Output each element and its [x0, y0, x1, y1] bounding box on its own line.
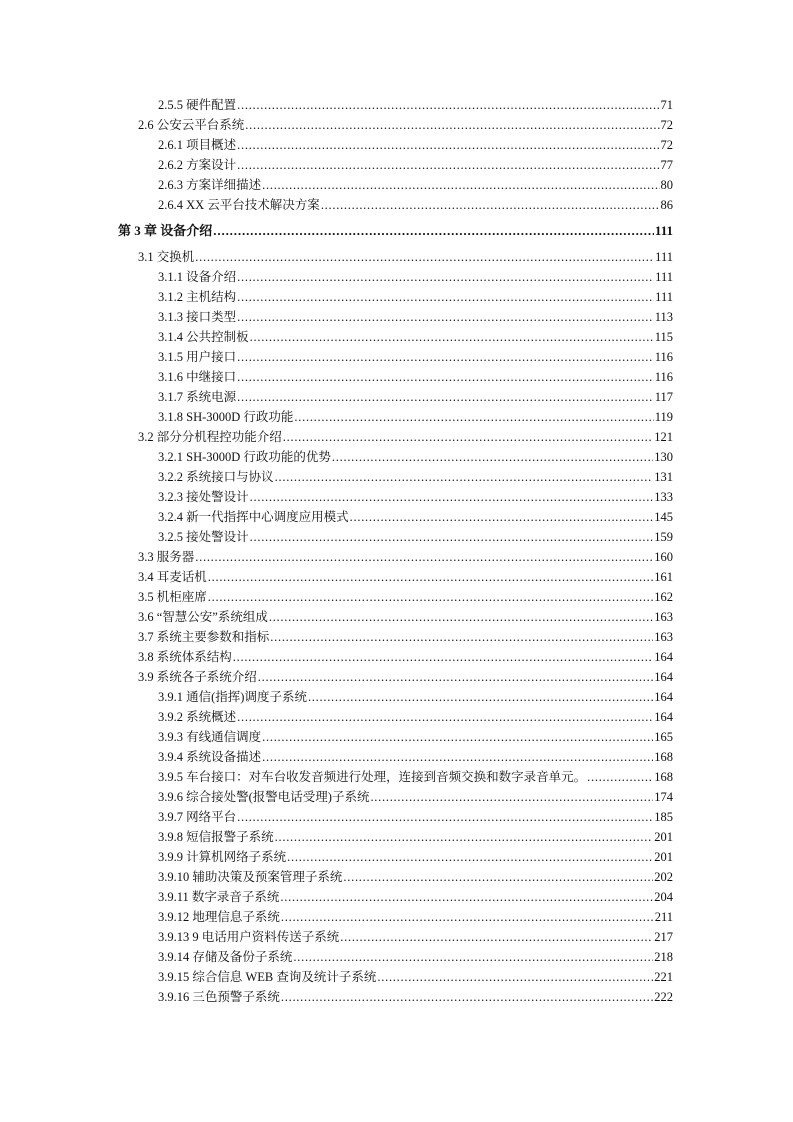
toc-entry-title: 3.1.5 用户接口 — [158, 350, 237, 364]
toc-entry-title: 3.1.7 系统电源 — [158, 390, 237, 404]
toc-entry[interactable] — [118, 175, 673, 195]
toc-entry-title: 3.1 交换机 — [138, 250, 195, 264]
toc-entry[interactable] — [118, 115, 673, 135]
toc-entry[interactable] — [118, 727, 673, 747]
toc-entry-title: 3.1.6 中继接口 — [158, 370, 237, 384]
toc-entry-title: 3.9.8 短信报警子系统 — [158, 830, 274, 844]
toc-dot-leader — [250, 327, 654, 347]
toc-entry-title: 3.5 机柜座席 — [138, 590, 207, 604]
toc-page-number: 121 — [654, 430, 673, 444]
toc-entry-title: 3.9 系统各子系统介绍 — [138, 670, 257, 684]
toc-page-number: 217 — [654, 930, 673, 944]
toc-entry-title: 3.9.6 综合接处警(报警电话受理)子系统 — [158, 790, 370, 804]
table-of-contents — [118, 95, 673, 1007]
toc-entry[interactable] — [118, 155, 673, 175]
toc-entry[interactable] — [118, 287, 673, 307]
toc-entry-title: 3.1.3 接口类型 — [158, 310, 237, 324]
toc-dot-leader — [287, 847, 653, 867]
toc-entry[interactable] — [118, 887, 673, 907]
toc-entry-title: 3.9.3 有线通信调度 — [158, 730, 262, 744]
toc-dot-leader — [343, 867, 653, 887]
toc-entry-title: 3.6 “智慧公安”系统组成 — [138, 610, 268, 624]
toc-entry[interactable] — [118, 367, 673, 387]
toc-entry[interactable] — [118, 987, 673, 1007]
toc-entry[interactable] — [118, 747, 673, 767]
toc-entry[interactable] — [118, 95, 673, 115]
toc-entry-title: 第 3 章 设备介绍 — [118, 223, 213, 238]
toc-page-number: 168 — [654, 770, 673, 784]
toc-page-number: 133 — [654, 490, 673, 504]
toc-page-number: 164 — [654, 670, 673, 684]
toc-page-number: 222 — [654, 990, 673, 1004]
toc-entry[interactable] — [118, 267, 673, 287]
toc-dot-leader — [275, 467, 654, 487]
toc-entry-title: 3.9.10 辅助决策及预案管理子系统 — [158, 870, 343, 884]
toc-page-number: 160 — [654, 550, 673, 564]
toc-entry[interactable] — [118, 427, 673, 447]
toc-entry[interactable] — [118, 587, 673, 607]
toc-entry-title: 3.9.4 系统设备描述 — [158, 750, 262, 764]
toc-entry-title: 3.2.1 SH-3000D 行政功能的优势 — [158, 450, 331, 464]
toc-entry[interactable] — [118, 947, 673, 967]
toc-entry[interactable] — [118, 907, 673, 927]
toc-entry[interactable] — [118, 567, 673, 587]
toc-dot-leader — [250, 487, 654, 507]
toc-dot-leader — [237, 367, 654, 387]
toc-dot-leader — [262, 727, 653, 747]
toc-page-number: 164 — [654, 650, 673, 664]
toc-page-number: 77 — [660, 158, 673, 172]
toc-dot-leader — [377, 967, 653, 987]
toc-entry[interactable] — [118, 827, 673, 847]
toc-dot-leader — [340, 927, 653, 947]
toc-dot-leader — [237, 707, 653, 727]
toc-entry[interactable] — [118, 347, 673, 367]
toc-page-number: 201 — [654, 850, 673, 864]
toc-dot-leader — [321, 195, 660, 215]
toc-entry-title: 3.2.4 新一代指挥中心调度应用模式 — [158, 510, 349, 524]
toc-page-number: 111 — [655, 270, 673, 284]
toc-dot-leader — [262, 747, 653, 767]
toc-entry-title: 3.2 部分分机程控功能介绍 — [138, 430, 282, 444]
toc-page-number: 163 — [654, 630, 673, 644]
toc-dot-leader — [237, 135, 659, 155]
toc-entry-title: 3.1.4 公共控制板 — [158, 330, 249, 344]
toc-entry[interactable] — [118, 247, 673, 267]
toc-entry-title: 2.6.2 方案设计 — [158, 158, 237, 172]
toc-entry[interactable] — [118, 547, 673, 567]
toc-page-number: 204 — [654, 890, 673, 904]
toc-page-number: 163 — [654, 610, 673, 624]
toc-entry-title: 2.6 公安云平台系统 — [138, 118, 245, 132]
toc-entry-title: 3.3 服务器 — [138, 550, 195, 564]
toc-page-number: 113 — [654, 310, 673, 324]
toc-page-number: 164 — [654, 710, 673, 724]
toc-page-number: 117 — [654, 390, 673, 404]
toc-page-number: 111 — [654, 223, 673, 238]
toc-entry-title: 3.9.16 三色预警子系统 — [158, 990, 280, 1004]
toc-dot-leader — [237, 95, 659, 115]
toc-entry[interactable] — [118, 787, 673, 807]
toc-dot-leader — [350, 507, 654, 527]
toc-entry-title: 3.2.2 系统接口与协议 — [158, 470, 274, 484]
toc-page-number: 174 — [654, 790, 673, 804]
toc-entry-title: 3.9.9 计算机网络子系统 — [158, 850, 287, 864]
toc-dot-leader — [237, 155, 659, 175]
toc-entry[interactable] — [118, 687, 673, 707]
toc-dot-leader — [237, 307, 654, 327]
toc-dot-leader — [250, 527, 654, 547]
toc-page-number: 72 — [660, 118, 673, 132]
toc-dot-leader — [293, 947, 653, 967]
toc-dot-leader — [308, 687, 653, 707]
toc-dot-leader — [258, 667, 653, 687]
toc-entry[interactable] — [118, 195, 673, 215]
toc-page-number: 116 — [654, 370, 673, 384]
toc-dot-leader — [233, 647, 653, 667]
toc-entry-title: 3.9.14 存储及备份子系统 — [158, 950, 293, 964]
toc-page-number: 165 — [654, 730, 673, 744]
toc-entry[interactable] — [118, 407, 673, 427]
toc-page-number: 71 — [660, 98, 673, 112]
toc-entry[interactable] — [118, 527, 673, 547]
toc-entry-title: 3.9.12 地理信息子系统 — [158, 910, 280, 924]
toc-entry[interactable] — [118, 607, 673, 627]
toc-entry-title: 2.6.3 方案详细描述 — [158, 178, 262, 192]
toc-entry-title: 3.4 耳麦话机 — [138, 570, 207, 584]
toc-dot-leader — [262, 175, 659, 195]
toc-page-number: 86 — [660, 198, 673, 212]
toc-page-number: 119 — [654, 410, 673, 424]
toc-entry-title: 3.1.2 主机结构 — [158, 290, 237, 304]
toc-entry-title: 3.9.7 网络平台 — [158, 810, 237, 824]
toc-dot-leader — [283, 427, 653, 447]
toc-page-number: 161 — [654, 570, 673, 584]
toc-entry-title: 3.1.1 设备介绍 — [158, 270, 237, 284]
toc-entry-title: 2.6.4 XX 云平台技术解决方案 — [158, 198, 320, 212]
toc-dot-leader — [195, 547, 653, 567]
toc-entry[interactable] — [118, 807, 673, 827]
toc-entry[interactable] — [118, 867, 673, 887]
toc-page-number: 111 — [655, 250, 673, 264]
toc-entry[interactable] — [118, 487, 673, 507]
toc-entry-title: 3.2.5 接处警设计 — [158, 530, 249, 544]
toc-page-number: 72 — [660, 138, 673, 152]
toc-page-number: 130 — [654, 450, 673, 464]
toc-dot-leader — [269, 607, 653, 627]
toc-dot-leader — [237, 807, 653, 827]
toc-entry[interactable] — [118, 647, 673, 667]
toc-page-number: 221 — [654, 970, 673, 984]
toc-entry[interactable] — [118, 967, 673, 987]
toc-page-number: 168 — [654, 750, 673, 764]
toc-entry[interactable] — [118, 307, 673, 327]
toc-dot-leader — [237, 287, 654, 307]
toc-page-number: 145 — [654, 510, 673, 524]
toc-entry-title: 3.9.5 车台接口：对车台收发音频进行处理，连接到音频交换和数字录音单元。 — [158, 770, 587, 784]
toc-dot-leader — [280, 887, 653, 907]
toc-page-number: 185 — [654, 810, 673, 824]
toc-dot-leader — [213, 221, 654, 241]
toc-dot-leader — [275, 827, 654, 847]
toc-page-number: 80 — [660, 178, 673, 192]
toc-dot-leader — [195, 247, 654, 267]
toc-entry-title: 2.5.5 硬件配置 — [158, 98, 237, 112]
toc-page-number: 164 — [654, 690, 673, 704]
toc-entry[interactable] — [118, 467, 673, 487]
toc-entry[interactable] — [118, 767, 673, 787]
toc-dot-leader — [237, 387, 654, 407]
toc-entry-title: 3.9.11 数字录音子系统 — [158, 890, 280, 904]
toc-dot-leader — [208, 587, 653, 607]
toc-entry-title: 3.2.3 接处警设计 — [158, 490, 249, 504]
toc-dot-leader — [332, 447, 653, 467]
toc-page-number: 202 — [654, 870, 673, 884]
toc-dot-leader — [237, 267, 654, 287]
toc-entry-title: 3.9.15 综合信息 WEB 查询及统计子系统 — [158, 970, 377, 984]
toc-page-number: 159 — [654, 530, 673, 544]
toc-entry[interactable] — [118, 627, 673, 647]
toc-entry-title: 3.9.13 9 电话用户资料传送子系统 — [158, 930, 340, 944]
toc-page-number: 115 — [654, 330, 673, 344]
toc-dot-leader — [281, 987, 653, 1007]
toc-dot-leader — [281, 907, 654, 927]
toc-dot-leader — [270, 627, 653, 647]
toc-entry[interactable] — [118, 135, 673, 155]
toc-page-number: 116 — [654, 350, 673, 364]
toc-entry[interactable] — [118, 507, 673, 527]
toc-entry[interactable] — [118, 667, 673, 687]
toc-page-number: 131 — [654, 470, 673, 484]
toc-entry-title: 3.9.2 系统概述 — [158, 710, 237, 724]
toc-entry[interactable] — [118, 707, 673, 727]
toc-entry[interactable] — [118, 327, 673, 347]
toc-entry[interactable] — [118, 847, 673, 867]
toc-chapter-entry[interactable] — [118, 221, 673, 241]
toc-entry[interactable] — [118, 387, 673, 407]
toc-page-number: 162 — [654, 590, 673, 604]
toc-entry-title: 3.1.8 SH-3000D 行政功能 — [158, 410, 294, 424]
toc-dot-leader — [294, 407, 653, 427]
toc-dot-leader — [208, 567, 653, 587]
toc-entry-title: 3.7 系统主要参数和指标 — [138, 630, 270, 644]
toc-page-number: 211 — [654, 910, 673, 924]
toc-entry-title: 3.8 系统体系结构 — [138, 650, 232, 664]
toc-dot-leader — [245, 115, 659, 135]
toc-page-number: 218 — [654, 950, 673, 964]
toc-page-number: 111 — [655, 290, 673, 304]
toc-dot-leader — [587, 767, 653, 787]
toc-entry-title: 2.6.1 项目概述 — [158, 138, 237, 152]
toc-dot-leader — [370, 787, 653, 807]
toc-page-number: 201 — [654, 830, 673, 844]
toc-dot-leader — [237, 347, 654, 367]
toc-entry[interactable] — [118, 447, 673, 467]
toc-entry-title: 3.9.1 通信(指挥)调度子系统 — [158, 690, 307, 704]
toc-entry[interactable] — [118, 927, 673, 947]
